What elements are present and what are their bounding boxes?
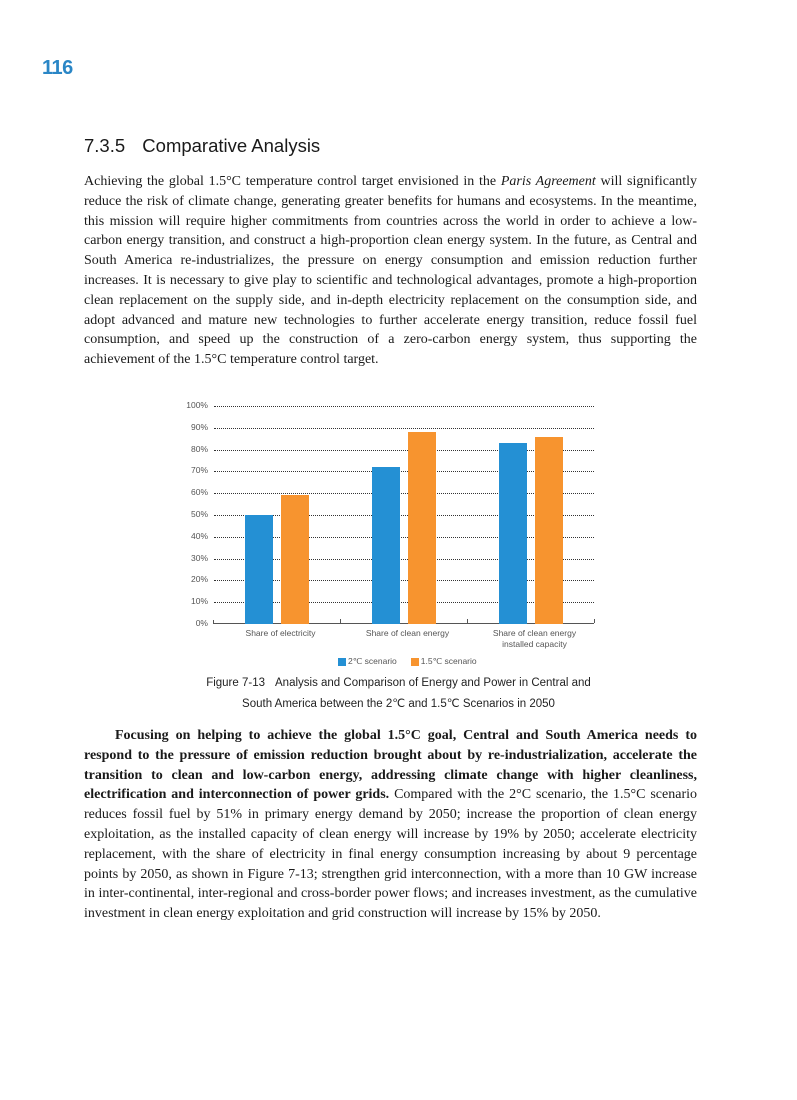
x-axis-tick xyxy=(213,620,214,624)
legend-label: 1.5℃ scenario xyxy=(420,656,477,666)
legend-label: 2℃ scenario xyxy=(348,656,397,666)
y-tick-label: 20% xyxy=(190,574,208,585)
bar-2c xyxy=(245,515,273,624)
x-category-label xyxy=(217,628,344,639)
paragraph-text: Compared with the 2°C scenario, the 1.5°C scenario reduces fossil fuel by 51% in primary energy demand by 2050; increase the proportion of clean energy exploitation, as the installed capacity of clean energy will increase by 19% by 2050; accelerate electricity replacement, with the share of electricity in final energy consumption increasing by about 9 percentage points by 2050, as shown in Figure 7-13; strengthen grid interconnection, with a more than 10 GW increase in inter-continental, inter-regional and cross-border power flows; and increases investment, as the cumulative investment in clean energy exploitation and grid construction will increase by 15% by 2050. xyxy=(84,787,697,922)
y-tick-label: 50% xyxy=(190,509,208,519)
bar-2c xyxy=(499,443,527,624)
gridline xyxy=(214,515,594,516)
paragraph-bold-lead: Focusing on helping to achieve the global 1.5°C goal, Central and South America needs to respond to the pressure of emission reduction brought about by re-industrialization, accelerate the transition to clean and low-carbon energy, addressing climate change with higher cleanliness, electrification and interconnection of power grids. xyxy=(84,728,697,803)
gridline xyxy=(214,471,594,472)
y-tick-label: 60% xyxy=(190,487,208,498)
y-tick-label: 10% xyxy=(190,596,208,607)
x-category-label-line: installed capacity xyxy=(502,639,567,649)
gridline xyxy=(214,493,594,494)
bar-2c xyxy=(372,467,400,624)
bar-1-5c xyxy=(281,495,309,624)
section-title: Comparative Analysis xyxy=(142,135,321,156)
section-number: 7.3.5 xyxy=(84,135,126,156)
y-tick-label: 100% xyxy=(186,400,208,410)
caption-line-1: Analysis and Comparison of Energy and Power in Central and xyxy=(275,677,591,689)
legend-swatch-icon xyxy=(411,658,419,666)
x-axis-tick xyxy=(594,619,595,623)
x-axis-tick xyxy=(467,619,468,623)
body-paragraph-2 xyxy=(84,726,697,924)
figure-id: Figure 7-13 xyxy=(206,677,265,689)
paragraph-text: will significantly reduce the risk of climate change, generating greater benefits for humans and ecosystems. In the meantime, this mission will require higher commitments from countries across the world in order to achieve a low-carbon energy transition, and construct a high-proportion clean energy system. In the future, as Central and South America re-industrializes, the pressure on energy consumption and emission reduction further increases. It is necessary to give play to scientific and technological advantages, promote a high-proportion clean replacement on the supply side, and in-depth electricity replacement on the consumption side, and adopt advanced and mature new technologies to further accelerate energy transition, reduce fossil fuel consumption, and speed up the construction of a zero-carbon energy system, thus supporting the achievement of the 1.5°C temperature control target. xyxy=(84,174,697,368)
gridline xyxy=(214,537,594,538)
x-category-label-line: Share of clean energy xyxy=(492,628,577,638)
y-tick-label: 30% xyxy=(190,552,208,563)
bar-1-5c xyxy=(535,437,563,624)
caption-line-2: South America between the 2℃ and 1.5℃ Scenarios in 2050 xyxy=(242,698,555,710)
paris-agreement-italic: Paris Agreement xyxy=(500,174,596,189)
gridline xyxy=(214,559,594,560)
legend-item xyxy=(411,656,477,667)
x-category-label-line: Share of electricity xyxy=(245,628,316,638)
bar-1-5c xyxy=(408,432,436,624)
y-tick-label: 90% xyxy=(190,421,208,432)
gridline xyxy=(214,602,594,603)
x-category-label xyxy=(471,628,598,650)
y-tick-label: 40% xyxy=(190,530,208,541)
gridline xyxy=(214,580,594,581)
gridline xyxy=(214,428,594,429)
x-category-label-line: Share of clean energy xyxy=(365,628,450,638)
gridline xyxy=(214,406,594,407)
x-axis xyxy=(213,623,594,624)
figure-caption xyxy=(150,673,647,715)
legend-item xyxy=(338,656,397,667)
x-category-label xyxy=(344,628,471,639)
body-paragraph-1 xyxy=(84,172,697,370)
chart-legend xyxy=(338,656,477,667)
y-tick-label: 80% xyxy=(190,443,208,454)
page-number: 116 xyxy=(42,57,73,79)
gridline xyxy=(214,450,594,451)
x-axis-tick xyxy=(340,619,341,623)
paragraph-text: Achieving the global 1.5°C temperature control target envisioned in the xyxy=(84,174,501,189)
section-heading xyxy=(84,135,320,157)
y-tick-label: 0% xyxy=(195,618,208,628)
y-tick-label: 70% xyxy=(190,465,208,476)
legend-swatch-icon xyxy=(338,658,346,666)
